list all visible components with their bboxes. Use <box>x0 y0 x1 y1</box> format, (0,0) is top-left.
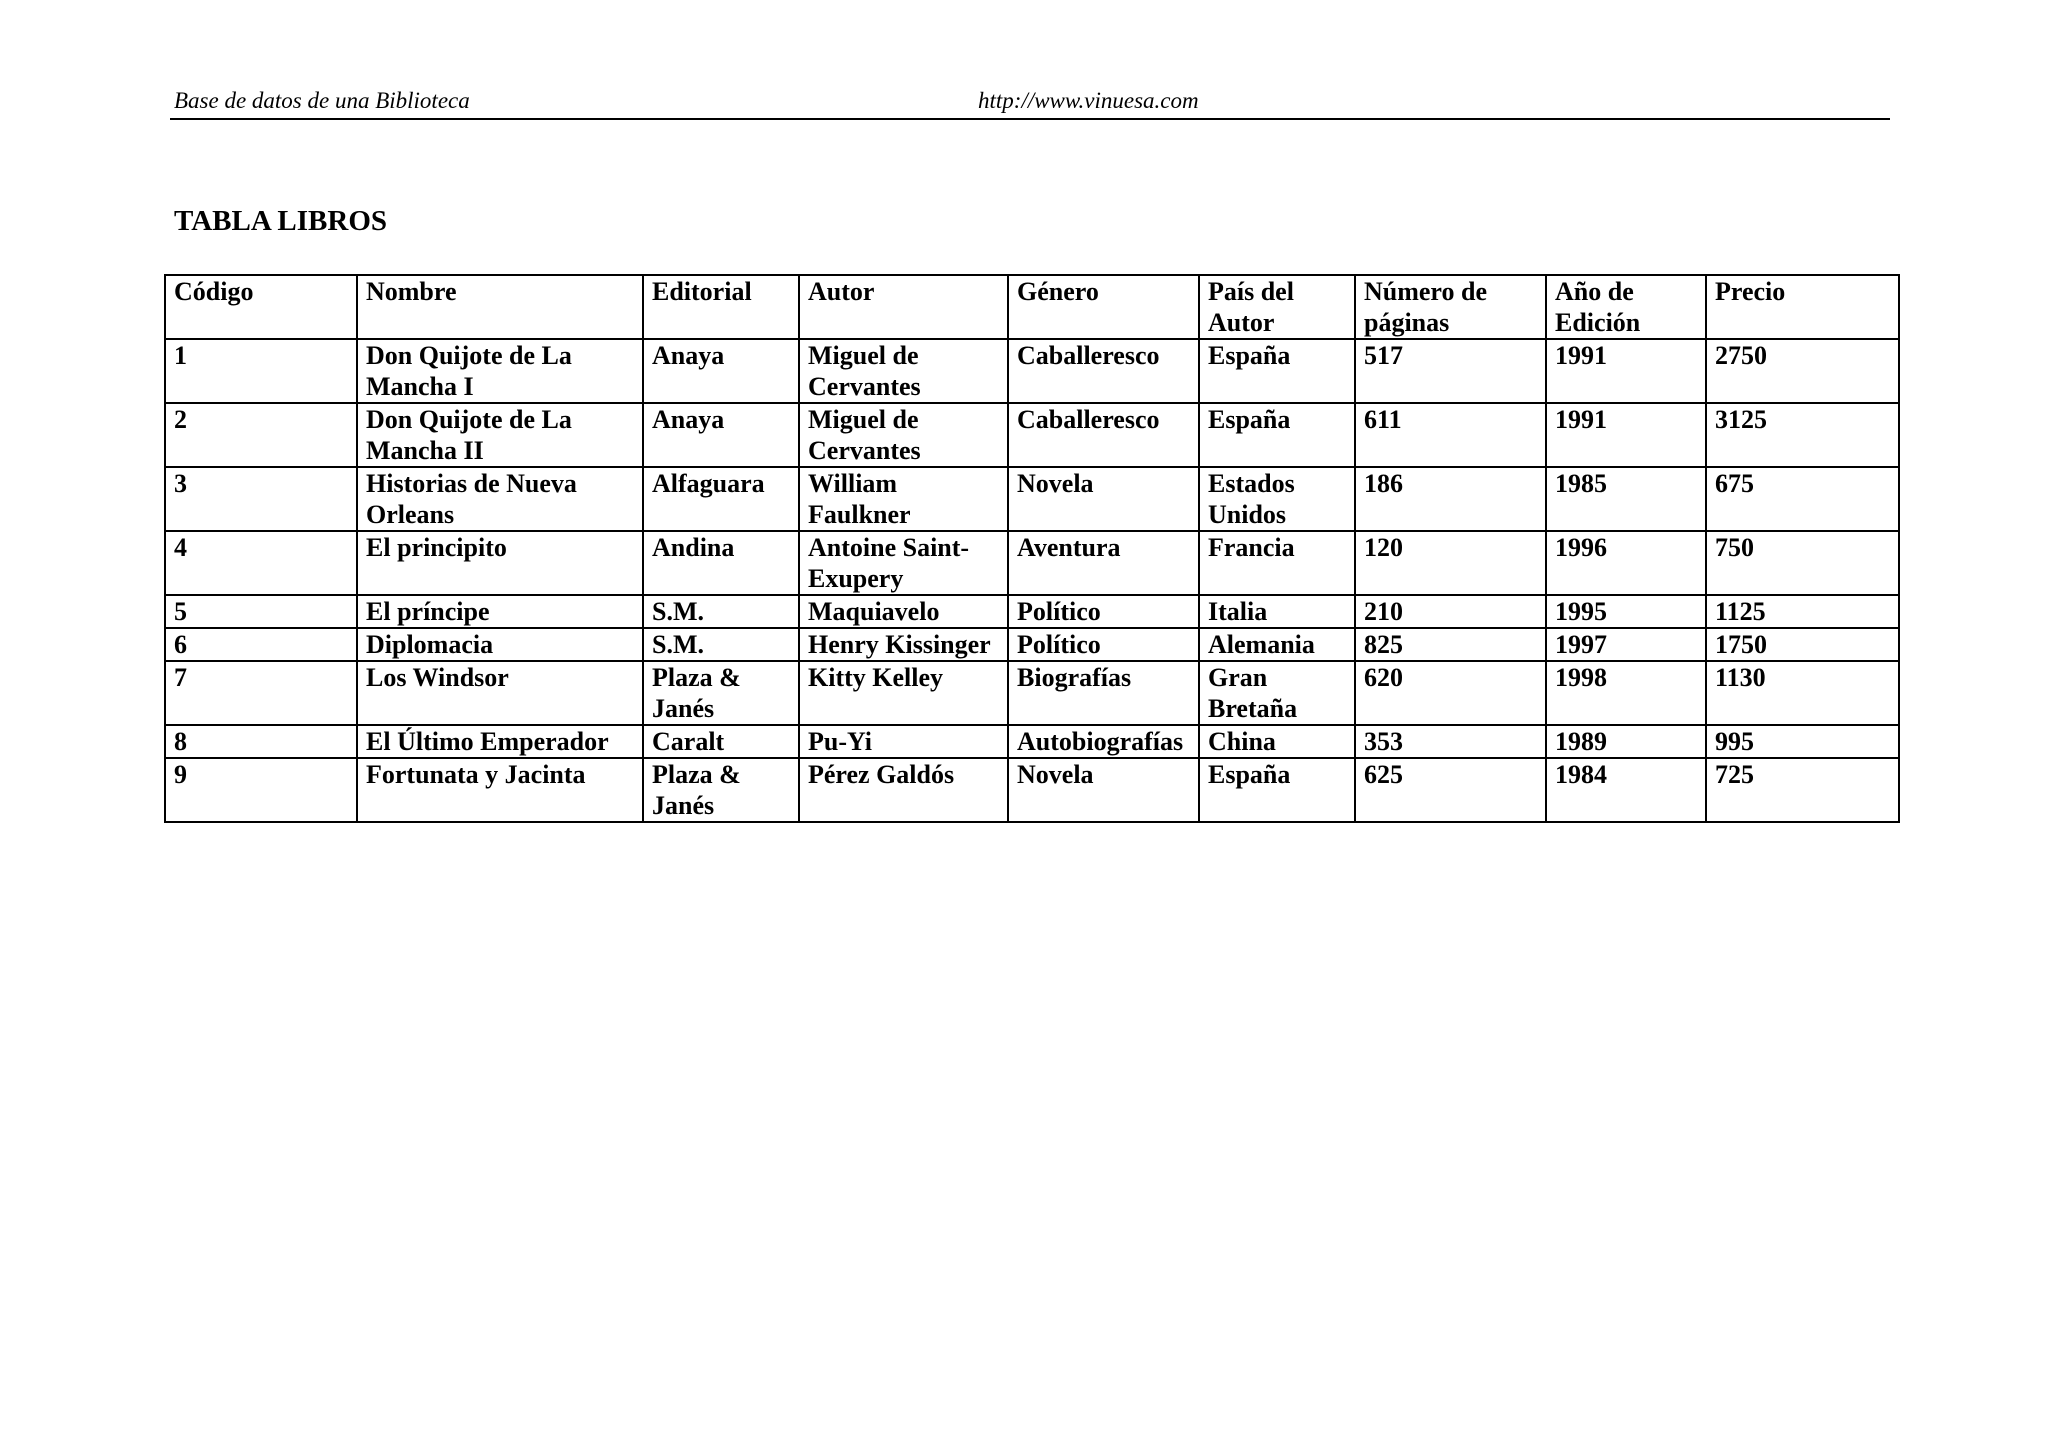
cell-pais: Italia <box>1199 595 1355 628</box>
cell-paginas: 186 <box>1355 467 1546 531</box>
cell-anio: 1989 <box>1546 725 1706 758</box>
cell-autor: Pérez Galdós <box>799 758 1008 822</box>
cell-autor: Henry Kissinger <box>799 628 1008 661</box>
cell-paginas: 620 <box>1355 661 1546 725</box>
cell-anio: 1991 <box>1546 403 1706 467</box>
cell-codigo: 9 <box>165 758 357 822</box>
cell-codigo: 6 <box>165 628 357 661</box>
cell-paginas: 120 <box>1355 531 1546 595</box>
cell-autor: Miguel de Cervantes <box>799 403 1008 467</box>
cell-anio: 1984 <box>1546 758 1706 822</box>
table-header-row <box>165 275 1899 339</box>
cell-anio: 1995 <box>1546 595 1706 628</box>
cell-editorial: S.M. <box>643 595 799 628</box>
cell-codigo: 8 <box>165 725 357 758</box>
cell-codigo: 4 <box>165 531 357 595</box>
table-row <box>165 339 1899 403</box>
cell-paginas: 611 <box>1355 403 1546 467</box>
libros-table <box>164 274 1900 823</box>
cell-paginas: 210 <box>1355 595 1546 628</box>
table-row <box>165 725 1899 758</box>
column-header-genero: Género <box>1008 275 1199 339</box>
cell-anio: 1991 <box>1546 339 1706 403</box>
cell-precio: 1750 <box>1706 628 1899 661</box>
cell-genero: Político <box>1008 595 1199 628</box>
cell-genero: Novela <box>1008 758 1199 822</box>
column-header-nombre: Nombre <box>357 275 643 339</box>
cell-editorial: Plaza & Janés <box>643 661 799 725</box>
cell-editorial: Alfaguara <box>643 467 799 531</box>
table-row <box>165 758 1899 822</box>
cell-pais: China <box>1199 725 1355 758</box>
column-header-pais: País del Autor <box>1199 275 1355 339</box>
table-row <box>165 467 1899 531</box>
cell-autor: William Faulkner <box>799 467 1008 531</box>
cell-codigo: 2 <box>165 403 357 467</box>
cell-pais: Alemania <box>1199 628 1355 661</box>
cell-pais: España <box>1199 758 1355 822</box>
cell-codigo: 1 <box>165 339 357 403</box>
cell-precio: 750 <box>1706 531 1899 595</box>
cell-precio: 995 <box>1706 725 1899 758</box>
cell-nombre: Historias de Nueva Orleans <box>357 467 643 531</box>
table-row <box>165 531 1899 595</box>
cell-genero: Autobiografías <box>1008 725 1199 758</box>
cell-editorial: Andina <box>643 531 799 595</box>
table-row <box>165 595 1899 628</box>
cell-pais: España <box>1199 339 1355 403</box>
cell-paginas: 353 <box>1355 725 1546 758</box>
cell-autor: Pu-Yi <box>799 725 1008 758</box>
column-header-anio: Año de Edición <box>1546 275 1706 339</box>
cell-precio: 725 <box>1706 758 1899 822</box>
cell-paginas: 517 <box>1355 339 1546 403</box>
cell-genero: Biografías <box>1008 661 1199 725</box>
cell-precio: 3125 <box>1706 403 1899 467</box>
cell-editorial: Caralt <box>643 725 799 758</box>
cell-autor: Antoine Saint-Exupery <box>799 531 1008 595</box>
cell-autor: Kitty Kelley <box>799 661 1008 725</box>
cell-autor: Maquiavelo <box>799 595 1008 628</box>
cell-precio: 2750 <box>1706 339 1899 403</box>
table-row <box>165 661 1899 725</box>
cell-genero: Político <box>1008 628 1199 661</box>
cell-editorial: Plaza & Janés <box>643 758 799 822</box>
cell-precio: 675 <box>1706 467 1899 531</box>
cell-paginas: 625 <box>1355 758 1546 822</box>
cell-nombre: Fortunata y Jacinta <box>357 758 643 822</box>
cell-pais: España <box>1199 403 1355 467</box>
cell-anio: 1985 <box>1546 467 1706 531</box>
cell-genero: Aventura <box>1008 531 1199 595</box>
cell-nombre: Diplomacia <box>357 628 643 661</box>
cell-anio: 1997 <box>1546 628 1706 661</box>
cell-nombre: Don Quijote de La Mancha I <box>357 339 643 403</box>
table-row <box>165 628 1899 661</box>
cell-nombre: El principito <box>357 531 643 595</box>
page-header <box>170 86 1890 120</box>
header-document-title: Base de datos de una Biblioteca <box>174 88 470 113</box>
cell-nombre: Los Windsor <box>357 661 643 725</box>
cell-anio: 1996 <box>1546 531 1706 595</box>
table-row <box>165 403 1899 467</box>
header-url: http://www.vinuesa.com <box>978 88 1199 113</box>
cell-genero: Caballeresco <box>1008 403 1199 467</box>
cell-codigo: 7 <box>165 661 357 725</box>
cell-pais: Francia <box>1199 531 1355 595</box>
column-header-autor: Autor <box>799 275 1008 339</box>
cell-genero: Caballeresco <box>1008 339 1199 403</box>
table-title: TABLA LIBROS <box>174 205 388 237</box>
column-header-codigo: Código <box>165 275 357 339</box>
cell-editorial: Anaya <box>643 339 799 403</box>
cell-nombre: Don Quijote de La Mancha II <box>357 403 643 467</box>
cell-codigo: 3 <box>165 467 357 531</box>
column-header-precio: Precio <box>1706 275 1899 339</box>
cell-precio: 1130 <box>1706 661 1899 725</box>
column-header-editorial: Editorial <box>643 275 799 339</box>
cell-anio: 1998 <box>1546 661 1706 725</box>
cell-nombre: El príncipe <box>357 595 643 628</box>
cell-codigo: 5 <box>165 595 357 628</box>
cell-editorial: Anaya <box>643 403 799 467</box>
cell-pais: Estados Unidos <box>1199 467 1355 531</box>
column-header-paginas: Número de páginas <box>1355 275 1546 339</box>
cell-autor: Miguel de Cervantes <box>799 339 1008 403</box>
cell-precio: 1125 <box>1706 595 1899 628</box>
cell-editorial: S.M. <box>643 628 799 661</box>
cell-pais: Gran Bretaña <box>1199 661 1355 725</box>
cell-nombre: El Último Emperador <box>357 725 643 758</box>
cell-paginas: 825 <box>1355 628 1546 661</box>
cell-genero: Novela <box>1008 467 1199 531</box>
